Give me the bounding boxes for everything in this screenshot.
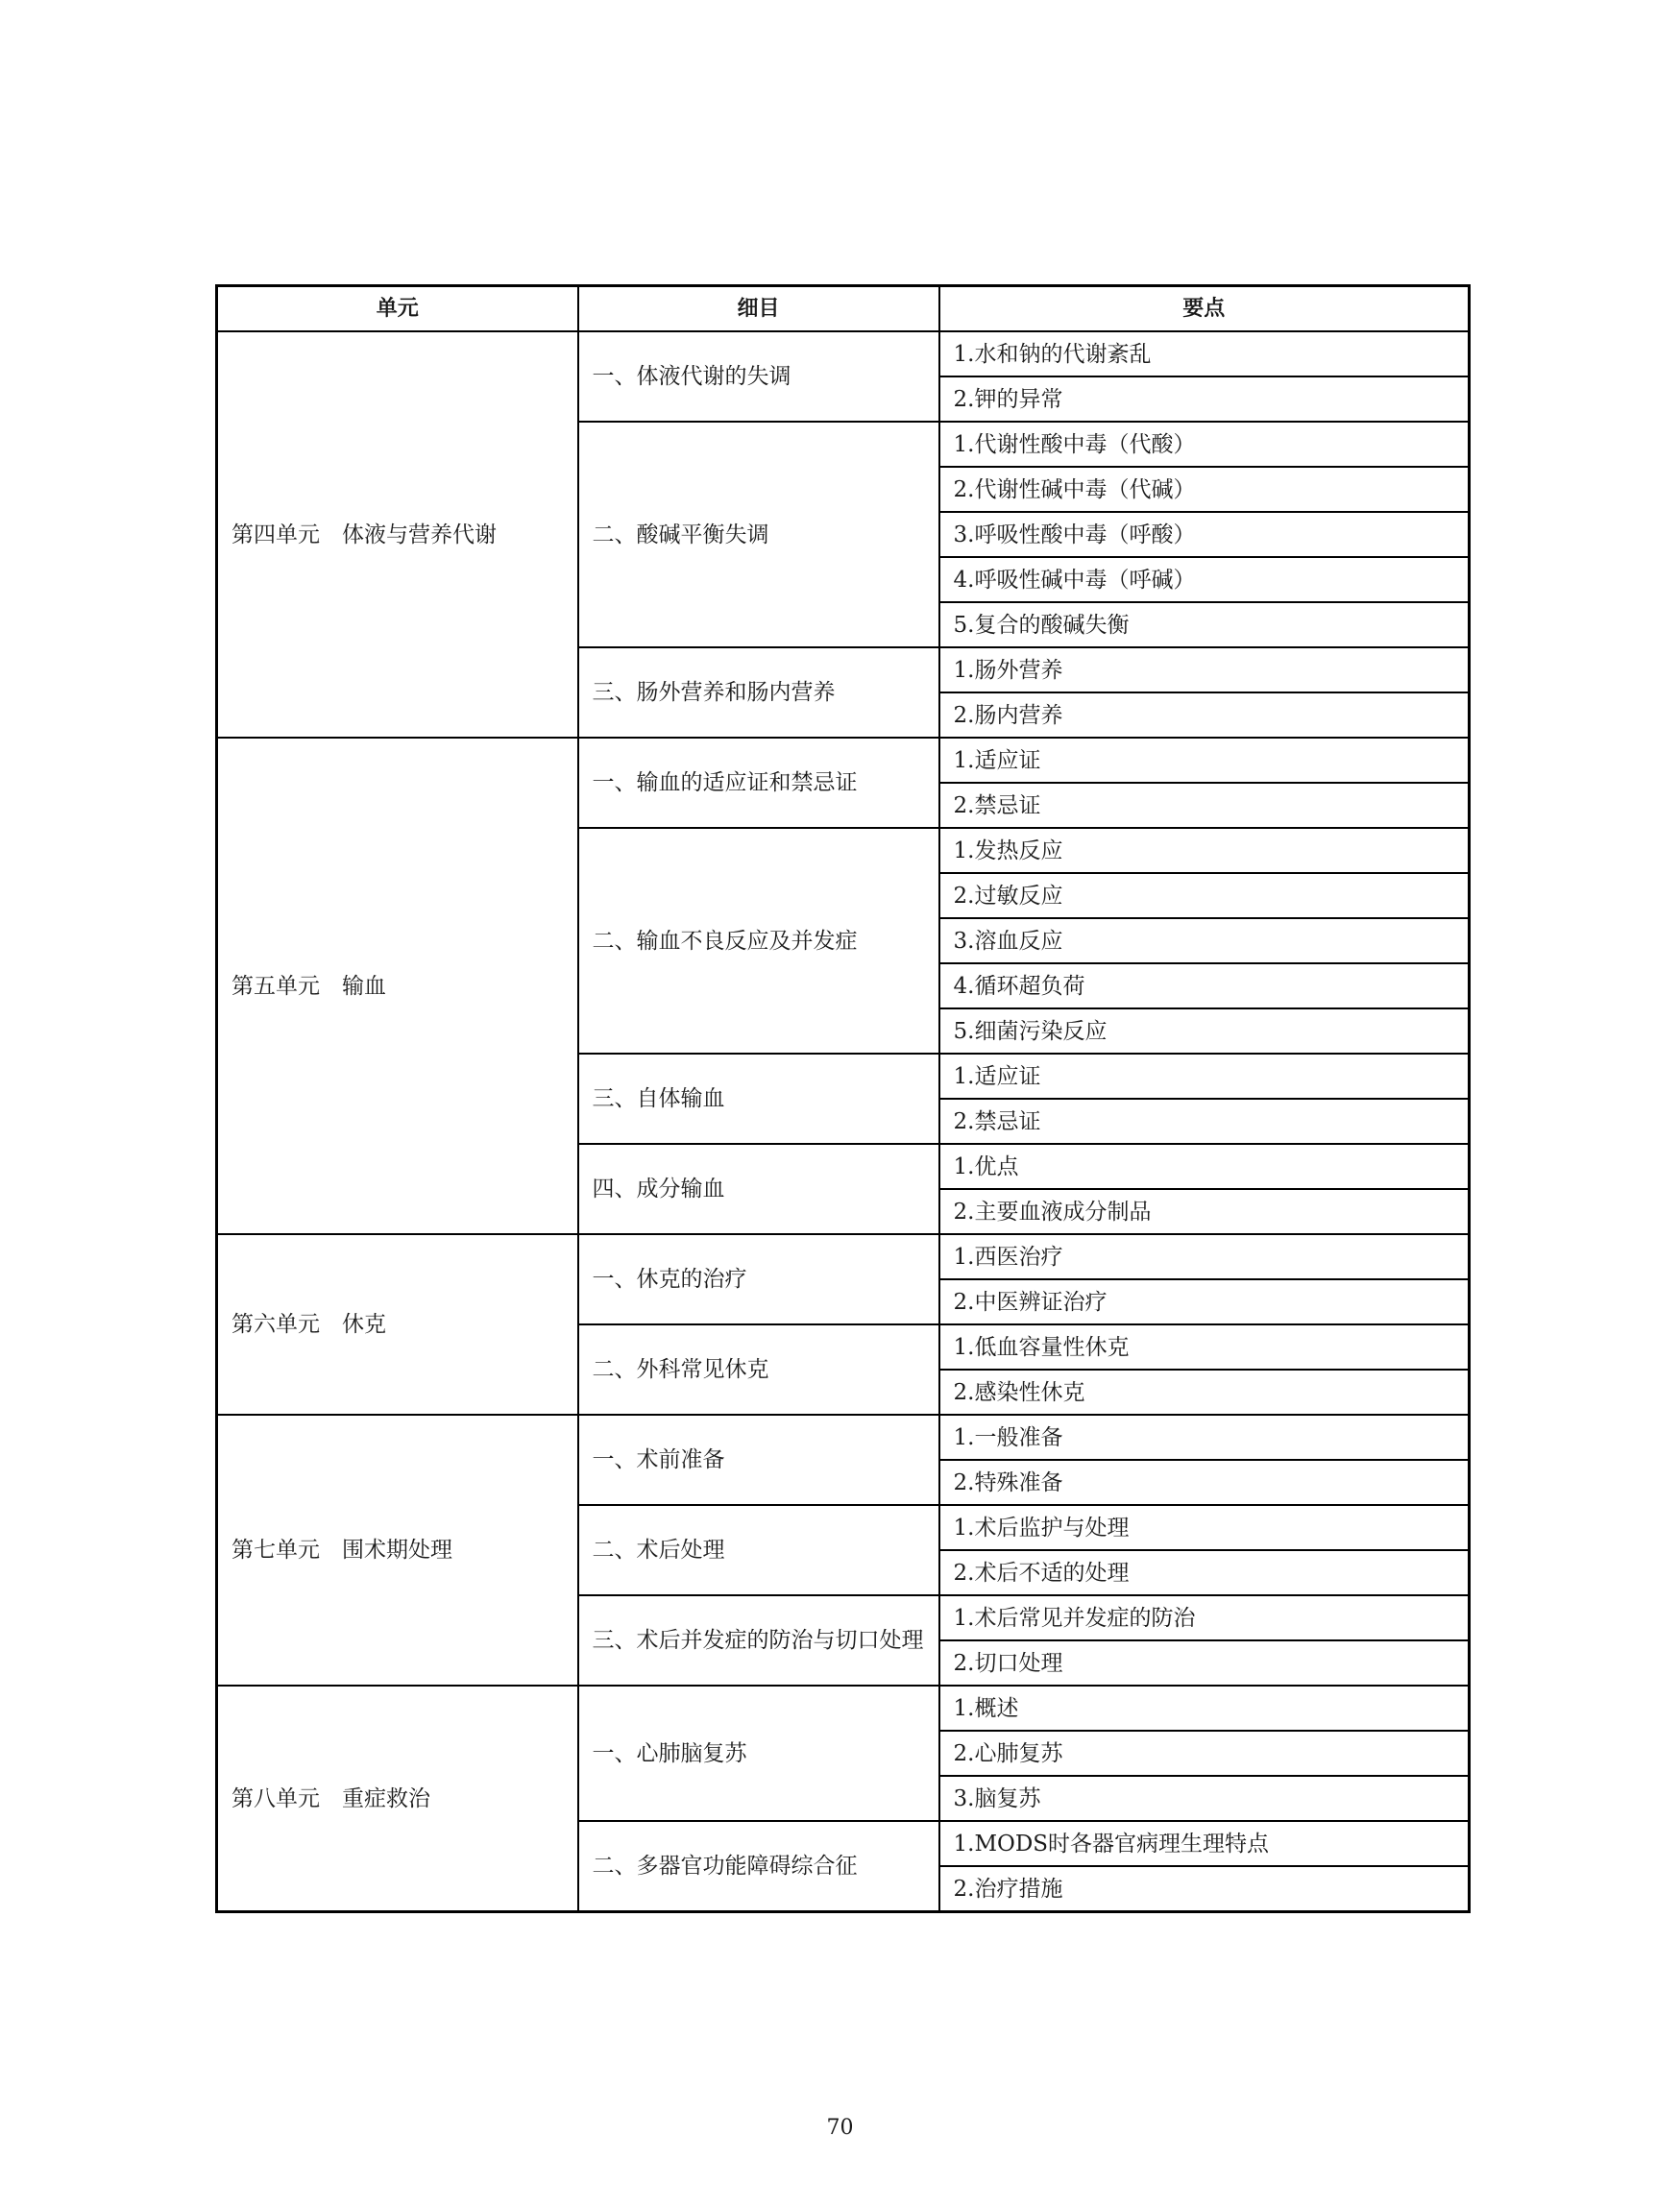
item-cell: 一、休克的治疗 [578,1234,939,1324]
point-cell: 2.禁忌证 [939,1099,1470,1144]
item-cell: 一、心肺脑复苏 [578,1686,939,1821]
item-cell: 二、外科常见休克 [578,1324,939,1415]
point-cell: 2.钾的异常 [939,376,1470,422]
item-cell: 三、肠外营养和肠内营养 [578,647,939,738]
point-cell: 3.呼吸性酸中毒（呼酸） [939,512,1470,557]
unit-cell: 第八单元 重症救治 [217,1686,578,1912]
header-row [217,286,1470,332]
unit-cell: 第七单元 围术期处理 [217,1415,578,1686]
unit-cell: 第六单元 休克 [217,1234,578,1415]
point-cell: 1.低血容量性休克 [939,1324,1470,1370]
point-cell: 2.禁忌证 [939,783,1470,828]
point-cell: 1.发热反应 [939,828,1470,873]
point-cell: 1.一般准备 [939,1415,1470,1460]
point-cell: 1.适应证 [939,1054,1470,1099]
point-cell: 3.脑复苏 [939,1776,1470,1821]
item-cell: 三、自体输血 [578,1054,939,1144]
point-cell: 1.概述 [939,1686,1470,1731]
item-cell: 一、术前准备 [578,1415,939,1505]
point-cell: 1.优点 [939,1144,1470,1189]
item-cell: 一、体液代谢的失调 [578,331,939,422]
item-cell: 三、术后并发症的防治与切口处理 [578,1595,939,1686]
point-cell: 2.过敏反应 [939,873,1470,918]
point-cell: 2.特殊准备 [939,1460,1470,1505]
point-cell: 2.中医辨证治疗 [939,1279,1470,1324]
point-cell: 1.代谢性酸中毒（代酸） [939,422,1470,467]
header-item: 细目 [578,286,939,332]
header-point: 要点 [939,286,1470,332]
table-row [217,1686,1470,1731]
point-cell: 1.术后常见并发症的防治 [939,1595,1470,1640]
point-cell: 1.适应证 [939,738,1470,783]
header-unit: 单元 [217,286,578,332]
point-cell: 3.溶血反应 [939,918,1470,963]
point-cell: 1.术后监护与处理 [939,1505,1470,1550]
point-cell: 1.水和钠的代谢紊乱 [939,331,1470,376]
point-cell: 2.心肺复苏 [939,1731,1470,1776]
syllabus-table [215,284,1471,1913]
point-cell: 1.MODS时各器官病理生理特点 [939,1821,1470,1866]
point-cell: 5.细菌污染反应 [939,1008,1470,1054]
item-cell: 四、成分输血 [578,1144,939,1234]
point-cell: 2.主要血液成分制品 [939,1189,1470,1234]
point-cell: 2.切口处理 [939,1640,1470,1686]
unit-cell: 第五单元 输血 [217,738,578,1234]
point-cell: 2.感染性休克 [939,1370,1470,1415]
point-cell: 4.循环超负荷 [939,963,1470,1008]
point-cell: 2.治疗措施 [939,1866,1470,1912]
point-cell: 2.术后不适的处理 [939,1550,1470,1595]
table-row [217,1234,1470,1279]
point-cell: 4.呼吸性碱中毒（呼碱） [939,557,1470,602]
table-row [217,738,1470,783]
item-cell: 二、酸碱平衡失调 [578,422,939,647]
point-cell: 2.肠内营养 [939,692,1470,738]
item-cell: 二、多器官功能障碍综合征 [578,1821,939,1912]
item-cell: 一、输血的适应证和禁忌证 [578,738,939,828]
table-row [217,331,1470,376]
point-cell: 5.复合的酸碱失衡 [939,602,1470,647]
table-body [217,331,1470,1912]
item-cell: 二、输血不良反应及并发症 [578,828,939,1054]
table-row [217,1415,1470,1460]
point-cell: 2.代谢性碱中毒（代碱） [939,467,1470,512]
page-number: 70 [826,2116,854,2140]
point-cell: 1.肠外营养 [939,647,1470,692]
unit-cell: 第四单元 体液与营养代谢 [217,331,578,738]
item-cell: 二、术后处理 [578,1505,939,1595]
point-cell: 1.西医治疗 [939,1234,1470,1279]
